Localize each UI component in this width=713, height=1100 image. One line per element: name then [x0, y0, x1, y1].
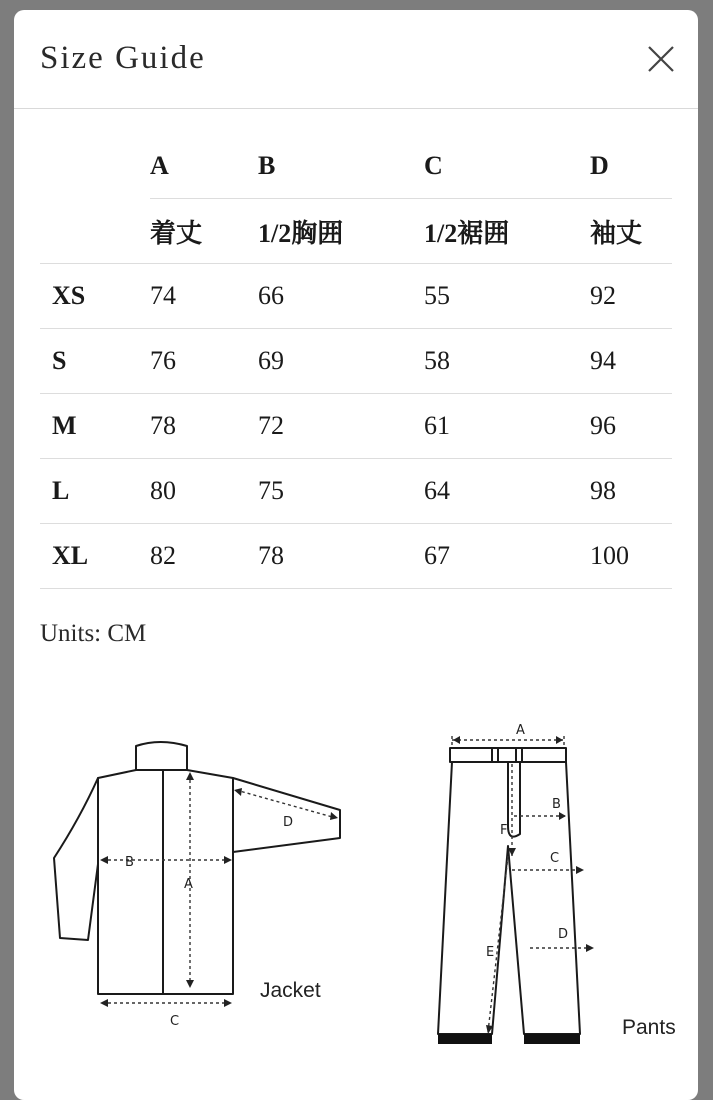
table-cell: 92	[590, 264, 672, 329]
table-cell: 66	[258, 264, 424, 329]
corner-cell	[40, 199, 150, 264]
size-label: XS	[40, 264, 150, 329]
column-letter: C	[424, 134, 590, 199]
table-cell: 55	[424, 264, 590, 329]
pants-diagram	[416, 716, 686, 1046]
column-letter: B	[258, 134, 424, 199]
table-cell: 76	[150, 329, 258, 394]
pants-label-e: E	[486, 945, 495, 960]
column-name: 1/2裾囲	[424, 199, 590, 264]
pants-label-d: D	[558, 927, 569, 942]
table-cell: 74	[150, 264, 258, 329]
jacket-caption: Jacket	[260, 979, 321, 1002]
size-label: S	[40, 329, 150, 394]
table-cell: 96	[590, 394, 672, 459]
table-cell: 58	[424, 329, 590, 394]
table-cell: 61	[424, 394, 590, 459]
table-cell: 78	[150, 394, 258, 459]
column-name: 袖丈	[590, 199, 672, 264]
pants-caption: Pants	[622, 1016, 676, 1039]
column-name: 着丈	[150, 199, 258, 264]
table-cell: 80	[150, 459, 258, 524]
size-label: XL	[40, 524, 150, 589]
table-cell: 64	[424, 459, 590, 524]
table-cell: 72	[258, 394, 424, 459]
size-label: L	[40, 459, 150, 524]
table-cell: 69	[258, 329, 424, 394]
pants-label-a: A	[516, 723, 525, 738]
jacket-label-b: B	[125, 855, 134, 870]
pants-label-b: B	[552, 797, 561, 812]
jacket-label-d: D	[283, 815, 294, 830]
header-row-names	[40, 199, 672, 264]
size-table	[40, 134, 672, 589]
table-cell: 82	[150, 524, 258, 589]
pants-label-c: C	[550, 851, 560, 866]
column-name: 1/2胸囲	[258, 199, 424, 264]
table-cell: 98	[590, 459, 672, 524]
close-icon	[646, 44, 676, 74]
table-cell: 100	[590, 524, 672, 589]
table-cell: 78	[258, 524, 424, 589]
column-letter: A	[150, 134, 258, 199]
units-note: Units: CM	[40, 620, 147, 647]
close-button[interactable]	[646, 44, 676, 74]
modal-header	[14, 10, 698, 109]
table-cell: 75	[258, 459, 424, 524]
table-cell: 67	[424, 524, 590, 589]
size-label: M	[40, 394, 150, 459]
table-cell: 94	[590, 329, 672, 394]
pants-label-f: F	[500, 823, 508, 838]
table-row	[40, 524, 672, 589]
header-row-letters	[40, 134, 672, 199]
table-row	[40, 394, 672, 459]
table-row	[40, 329, 672, 394]
table-row	[40, 459, 672, 524]
jacket-label-a: A	[184, 877, 193, 892]
corner-cell	[40, 134, 150, 199]
modal-title: Size Guide	[40, 40, 206, 76]
jacket-label-c: C	[170, 1014, 180, 1028]
size-guide-modal	[14, 10, 698, 1100]
table-row	[40, 264, 672, 329]
jacket-diagram	[50, 738, 350, 1028]
column-letter: D	[590, 134, 672, 199]
